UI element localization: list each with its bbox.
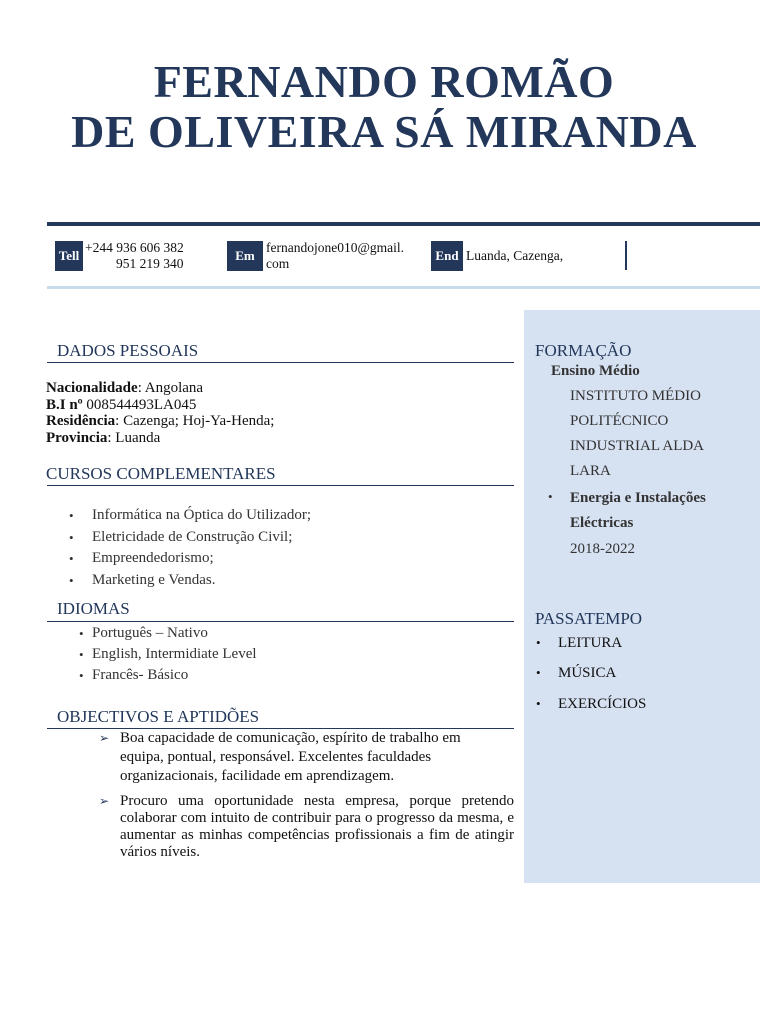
tel-line-2: 951 219 340 <box>116 256 184 271</box>
residence-value: : Cazenga; Hoj-Ya-Henda; <box>115 413 275 429</box>
bullet-icon: • <box>548 489 553 504</box>
contact-divider <box>47 286 760 289</box>
list-item-text: English, Intermidiate Level <box>92 646 257 662</box>
bullet-icon: • <box>536 665 541 680</box>
objective-item <box>99 793 514 861</box>
contact-end-bar <box>625 241 627 270</box>
nationality-label: Nacionalidade <box>46 380 138 396</box>
languages-heading: IDIOMAS <box>57 599 130 618</box>
bullet-icon: • <box>536 696 541 711</box>
education-period: 2018-2022 <box>570 541 635 557</box>
address-text: Luanda, Cazenga, <box>466 248 564 263</box>
bullet-icon: • <box>79 647 84 662</box>
list-item <box>79 665 257 686</box>
personal-residence <box>46 413 274 430</box>
arrow-bullet-icon: ➢ <box>99 794 110 808</box>
personal-nationality <box>46 380 203 397</box>
list-item-text: Eletricidade de Construção Civil; <box>92 528 293 545</box>
list-item-text: Informática na Óptica do Utilizador; <box>92 507 312 523</box>
list-item <box>69 548 311 570</box>
courses-list <box>69 505 312 591</box>
personal-rule <box>47 362 514 363</box>
list-item <box>69 527 311 549</box>
address-tag: End <box>431 241 463 271</box>
list-item <box>79 623 257 644</box>
hobby-item: EXERCÍCIOS <box>558 696 647 712</box>
arrow-bullet-icon: ➢ <box>99 731 110 745</box>
bi-label: B.I nº <box>46 397 83 413</box>
hobbies-heading: PASSATEMPO <box>535 609 643 628</box>
bullet-icon: • <box>79 668 84 683</box>
list-item <box>69 570 311 592</box>
school-line-3: INDUSTRIAL ALDA <box>570 438 705 454</box>
school-line-1: INSTITUTO MÉDIO <box>570 388 701 404</box>
list-item-text: Empreendedorismo; <box>92 550 214 566</box>
objectives-heading: OBJECTIVOS E APTIDÕES <box>57 707 260 726</box>
bullet-icon: • <box>69 508 74 523</box>
courses-rule <box>47 485 514 486</box>
course-line-1: Energia e Instalações <box>570 490 706 506</box>
email-line-1: fernandojone010@gmail. <box>266 240 405 255</box>
personal-province <box>46 430 160 447</box>
personal-bi <box>46 397 196 414</box>
email-tag: Em <box>227 241 263 271</box>
languages-rule <box>47 621 514 622</box>
province-label: Provincia <box>46 430 108 446</box>
list-item-text: Marketing e Vendas. <box>92 571 216 588</box>
education-level: Ensino Médio <box>551 363 640 379</box>
school-line-4: LARA <box>570 463 611 479</box>
header-divider <box>47 222 760 226</box>
tel-tag: Tell <box>55 241 83 271</box>
list-item-text: Português – Nativo <box>92 625 208 641</box>
bullet-icon: • <box>69 551 74 566</box>
bullet-icon: • <box>79 626 84 641</box>
course-line-2: Eléctricas <box>570 515 634 531</box>
name-line-1: FERNANDO ROMÃO <box>153 56 615 107</box>
bullet-icon: • <box>69 572 74 588</box>
hobby-item: LEITURA <box>558 635 623 651</box>
objective-text: Procuro uma oportunidade nesta empresa, porque pretendo colaborar com intuito de contribuir para o progresso da mesma, e aumentar as minhas competências profissionais a fim de atingir vários níveis. <box>120 793 514 860</box>
education-heading: FORMAÇÃO <box>535 341 632 360</box>
list-item-text: Francês- Básico <box>92 667 189 683</box>
nationality-value: : Angolana <box>137 380 204 396</box>
residence-label: Residência <box>46 413 116 429</box>
list-item <box>69 505 312 527</box>
objective-text: Boa capacidade de comunicação, espírito de trabalho em equipa, pontual, responsável. Excelentes faculdades organizacionais, facilidade em aprendizagem. <box>120 730 461 784</box>
name-line-2: DE OLIVEIRA SÁ MIRANDA <box>71 106 697 157</box>
email-line-2: com <box>266 256 290 271</box>
courses-heading: CURSOS COMPLEMENTARES <box>46 464 276 483</box>
school-line-2: POLITÉCNICO <box>570 413 669 429</box>
hobby-item: MÚSICA <box>558 665 617 681</box>
province-value: : Luanda <box>107 430 161 446</box>
list-item <box>79 644 257 665</box>
languages-list <box>79 623 257 686</box>
bi-value: 008544493LA045 <box>82 397 197 413</box>
personal-heading: DADOS PESSOAIS <box>57 341 199 360</box>
bullet-icon: • <box>69 529 74 545</box>
tel-line-1: +244 936 606 382 <box>85 240 184 255</box>
bullet-icon: • <box>536 635 541 650</box>
objective-item <box>99 729 480 786</box>
